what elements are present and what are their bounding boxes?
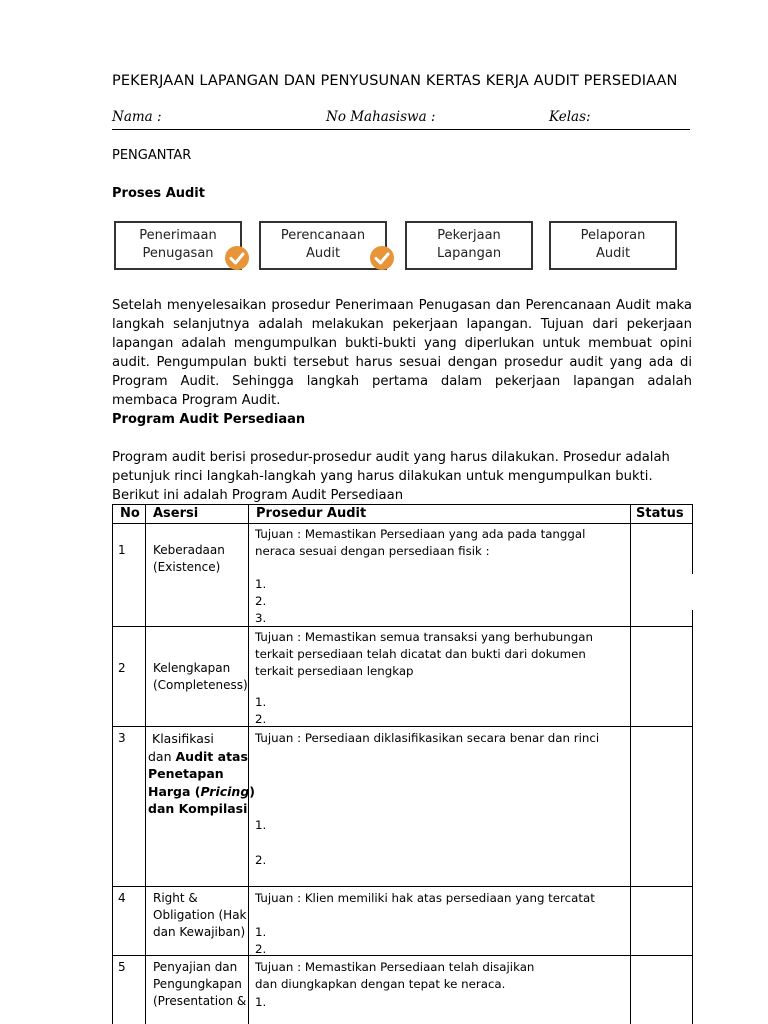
table-border-top	[112, 504, 693, 505]
procedure-item: 1.	[255, 695, 267, 709]
procedure-item: 2.	[255, 594, 267, 608]
student-info-line	[112, 109, 690, 130]
asersi-italic: Pricing	[200, 783, 250, 799]
section-program-audit: Program Audit Persediaan	[112, 412, 306, 427]
asersi-line: (Presentation &	[153, 994, 247, 1008]
step-line1: Pekerjaan	[437, 228, 501, 243]
table-row-divider	[112, 523, 693, 524]
asersi-line: Penyajian dan	[153, 960, 238, 974]
header-status: Status	[636, 506, 684, 521]
asersi-line: Kelengkapan	[153, 661, 231, 675]
procedure-item: 2.	[255, 712, 267, 726]
row-tujuan: Tujuan : Klien memiliki hak atas persediaan yang tercatat	[255, 891, 595, 905]
row-no: 5	[118, 960, 126, 974]
asersi-text: )	[249, 783, 256, 799]
asersi-line: Right &	[153, 891, 198, 905]
table-divider	[145, 504, 146, 1024]
table-row-divider	[112, 726, 693, 727]
header-no: No	[120, 506, 140, 521]
row-tujuan: Tujuan : Persediaan diklasifikasikan secara benar dan rinci	[255, 731, 600, 745]
procedure-item: 1.	[255, 818, 267, 832]
table-border-right	[692, 610, 693, 1024]
header-prosedur: Prosedur Audit	[256, 506, 367, 521]
row-asersi	[153, 542, 225, 576]
procedure-item: 1.	[255, 925, 267, 939]
table-border-right	[692, 504, 693, 574]
row-tujuan: Tujuan : Memastikan Persediaan yang ada pada tanggal neraca sesuai dengan persediaan fisik :	[255, 527, 586, 558]
asersi-line: Pengungkapan	[153, 977, 242, 991]
process-step-pekerjaan	[405, 221, 533, 270]
asersi-bold: Audit atas	[175, 748, 248, 764]
asersi-line: (Completeness)	[153, 678, 248, 692]
asersi-line: Obligation (Hak	[153, 908, 247, 922]
nama-label: Nama :	[112, 109, 162, 125]
procedure-item: 2.	[255, 942, 267, 956]
table-row-divider	[112, 886, 693, 887]
asersi-text: dan	[148, 748, 176, 764]
table-divider	[630, 504, 631, 1024]
nim-label: No Mahasiswa :	[326, 109, 436, 125]
step-line2: Penugasan	[142, 246, 214, 261]
asersi-line: (Existence)	[153, 560, 221, 574]
step-line1: Pelaporan	[580, 228, 646, 243]
asersi-line: Keberadaan	[153, 543, 225, 557]
step-line2: Lapangan	[436, 246, 502, 261]
section-proses-audit: Proses Audit	[112, 186, 205, 201]
procedure-item: 3.	[255, 611, 267, 625]
section-pengantar: PENGANTAR	[112, 148, 192, 163]
asersi-line: dan Kewajiban)	[153, 925, 246, 939]
row-tujuan: Tujuan : Memastikan semua transaksi yang berhubungan terkait persediaan telah dicatat dan bukti dari dokumen terkait persediaan lengkap	[255, 630, 593, 678]
asersi-line	[148, 783, 255, 801]
procedure-item: 1.	[255, 577, 267, 591]
row-no: 3	[118, 731, 126, 745]
asersi-text: Harga (	[148, 783, 201, 799]
step-line1: Penerimaan	[139, 228, 217, 243]
process-step-perencanaan	[259, 221, 387, 270]
procedure-item: 2.	[255, 853, 267, 867]
kelas-label: Kelas:	[549, 109, 591, 125]
process-step-penerimaan	[114, 221, 242, 270]
row-no: 4	[118, 891, 126, 905]
step-line2: Audit	[305, 246, 341, 261]
table-row-divider	[112, 955, 693, 956]
row-asersi	[153, 660, 248, 694]
checkmark-icon	[225, 246, 249, 270]
row-asersi	[153, 959, 246, 1010]
asersi-line: Penetapan	[148, 766, 224, 781]
row-asersi	[153, 890, 247, 941]
table-border-left	[112, 504, 113, 1024]
asersi-line: Klasifikasi	[152, 731, 214, 746]
asersi-line: dan Kompilasi	[148, 801, 248, 816]
row-tujuan: Tujuan : Memastikan Persediaan telah disajikan dan diungkapkan dengan tepat ke neraca.	[255, 960, 535, 991]
table-row-divider	[112, 626, 693, 627]
process-step-pelaporan	[549, 221, 677, 270]
intro-paragraph: Setelah menyelesaikan prosedur Penerimaan Penugasan dan Perencanaan Audit maka langkah selanjutnya adalah melakukan pekerjaan lapangan. Tujuan dari pekerjaan lapangan adalah mengumpulkan bukti-bukti yang diperlukan untuk membuat opini audit. Pengumpulan bukti tersebut harus sesuai dengan prosedur audit yang ada di Program Audit. Sehingga langkah pertama dalam pekerjaan lapangan adalah membaca Program Audit.	[112, 298, 692, 408]
step-line2: Audit	[595, 246, 631, 261]
row-no: 2	[118, 661, 126, 675]
row-no: 1	[118, 543, 126, 557]
program-paragraph: Program audit berisi prosedur-prosedur audit yang harus dilakukan. Prosedur adalah petunjuk rinci langkah-langkah yang harus dilakukan untuk mengumpulkan bukti. Berikut ini adalah Program Audit Persediaan	[112, 450, 670, 503]
checkmark-icon	[370, 246, 394, 270]
step-line1: Perencanaan	[280, 228, 366, 243]
row-asersi	[148, 730, 255, 818]
document-title: PEKERJAAN LAPANGAN DAN PENYUSUNAN KERTAS KERJA AUDIT PERSEDIAAN	[112, 73, 678, 89]
procedure-item: 1.	[255, 995, 267, 1009]
header-asersi: Asersi	[153, 506, 199, 521]
asersi-line	[148, 748, 255, 766]
